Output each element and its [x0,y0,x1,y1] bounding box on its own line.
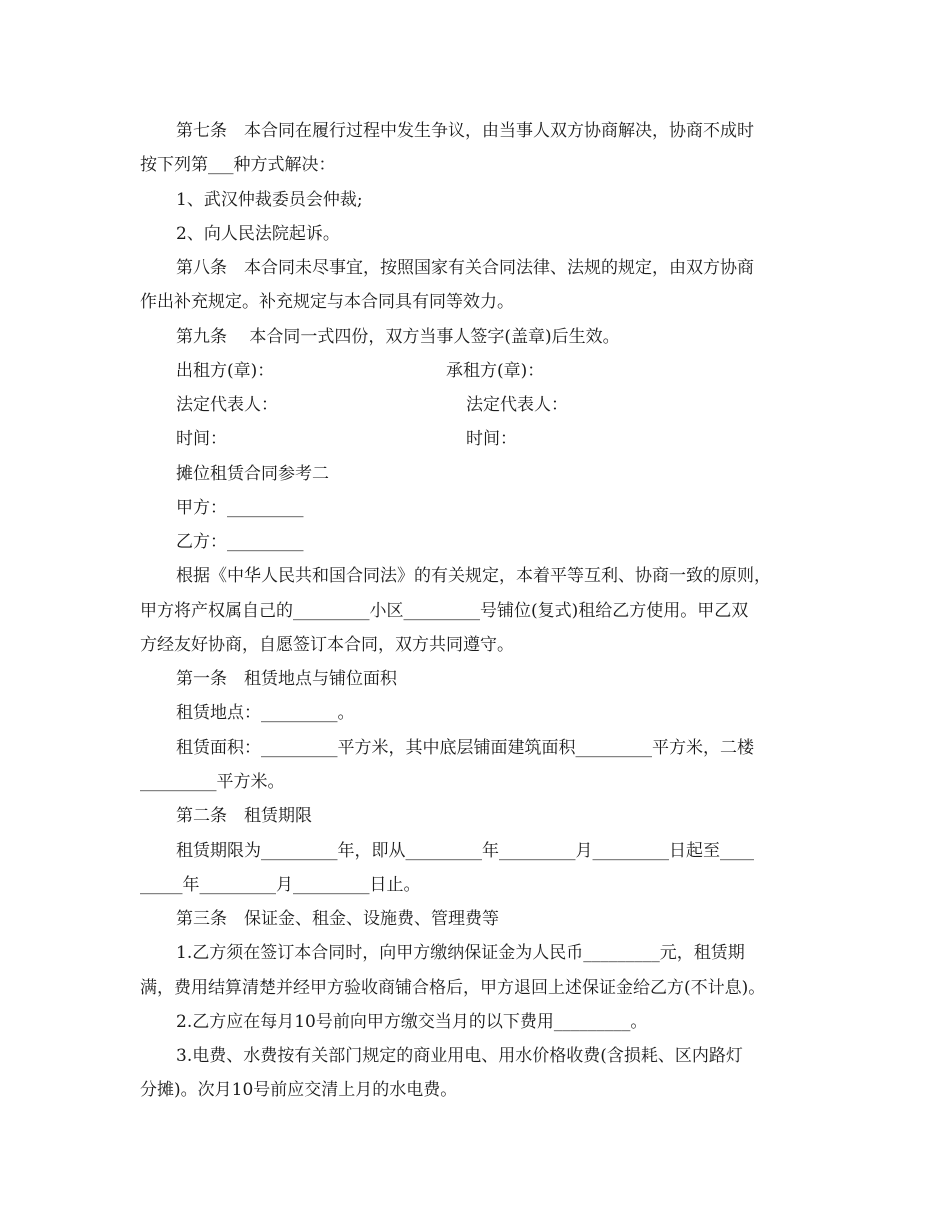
article-1-heading: 第一条 租赁地点与铺位面积 [176,669,397,689]
article-9: 第九条 本合同一式四份，双方当事人签字(盖章)后生效。 [176,327,620,347]
clause-3-1-line-2: 满，费用结算清楚并经甲方验收商铺合格后，甲方退回上述保证金给乙方(不计息)。 [140,978,766,998]
clause-3-2: 2.乙方应在每月10号前向甲方缴交当月的以下费用_________。 [176,1012,648,1032]
article-7-line-1: 第七条 本合同在履行过程中发生争议，由当事人双方协商解决，协商不成时 [176,121,754,141]
clause-3-1-line-1: 1.乙方须在签订本合同时，向甲方缴纳保证金为人民币_________元，租赁期 [176,943,745,963]
article-7-line-2: 按下列第___种方式解决： [140,155,336,175]
lease-location-field: 租赁地点：_________。 [176,703,355,723]
preamble-line-2: 甲方将产权属自己的_________小区_________号铺位(复式)租给乙方使用。甲乙双 [140,601,749,621]
lessee-seal-label: 承租方(章)： [446,361,545,381]
preamble-line-1: 根据《中华人民共和国合同法》的有关规定，本着平等互利、协商一致的原则， [176,566,771,586]
option-2: 2、向人民法院起诉。 [176,224,340,244]
article-2-heading: 第二条 租赁期限 [176,806,312,826]
lessee-date-label: 时间： [466,429,517,449]
article-8-line-2: 作出补充规定。补充规定与本合同具有同等效力。 [140,292,514,312]
lessor-seal-label: 出租方(章)： [176,361,275,381]
lessor-date-label: 时间： [176,429,227,449]
lessee-representative-label: 法定代表人： [466,395,568,415]
party-b-field: 乙方：_________ [176,532,304,552]
clause-3-3-line-1: 3.电费、水费按有关部门规定的商业用电、用水价格收费(含损耗、区内路灯 [176,1046,743,1066]
lease-term-line-2: _____年_________月_________日止。 [140,875,421,895]
article-3-heading: 第三条 保证金、租金、设施费、管理费等 [176,909,499,929]
option-1: 1、武汉仲裁委员会仲裁; [176,190,363,210]
section-title: 摊位租赁合同参考二 [176,464,329,484]
clause-3-3-line-2: 分摊)。次月10号前应交清上月的水电费。 [140,1080,458,1100]
article-8-line-1: 第八条 本合同未尽事宜，按照国家有关合同法律、法规的规定，由双方协商 [176,258,754,278]
party-a-field: 甲方：_________ [176,498,304,518]
preamble-line-3: 方经友好协商，自愿签订本合同，双方共同遵守。 [140,635,514,655]
lease-term-line-1: 租赁期限为_________年，即从_________年_________月_________日起至____ [176,841,754,861]
lease-area-line-2: _________平方米。 [140,772,285,792]
lessor-representative-label: 法定代表人： [176,395,278,415]
lease-area-line-1: 租赁面积：_________平方米，其中底层铺面建筑面积_________平方米，二楼 [176,738,754,758]
